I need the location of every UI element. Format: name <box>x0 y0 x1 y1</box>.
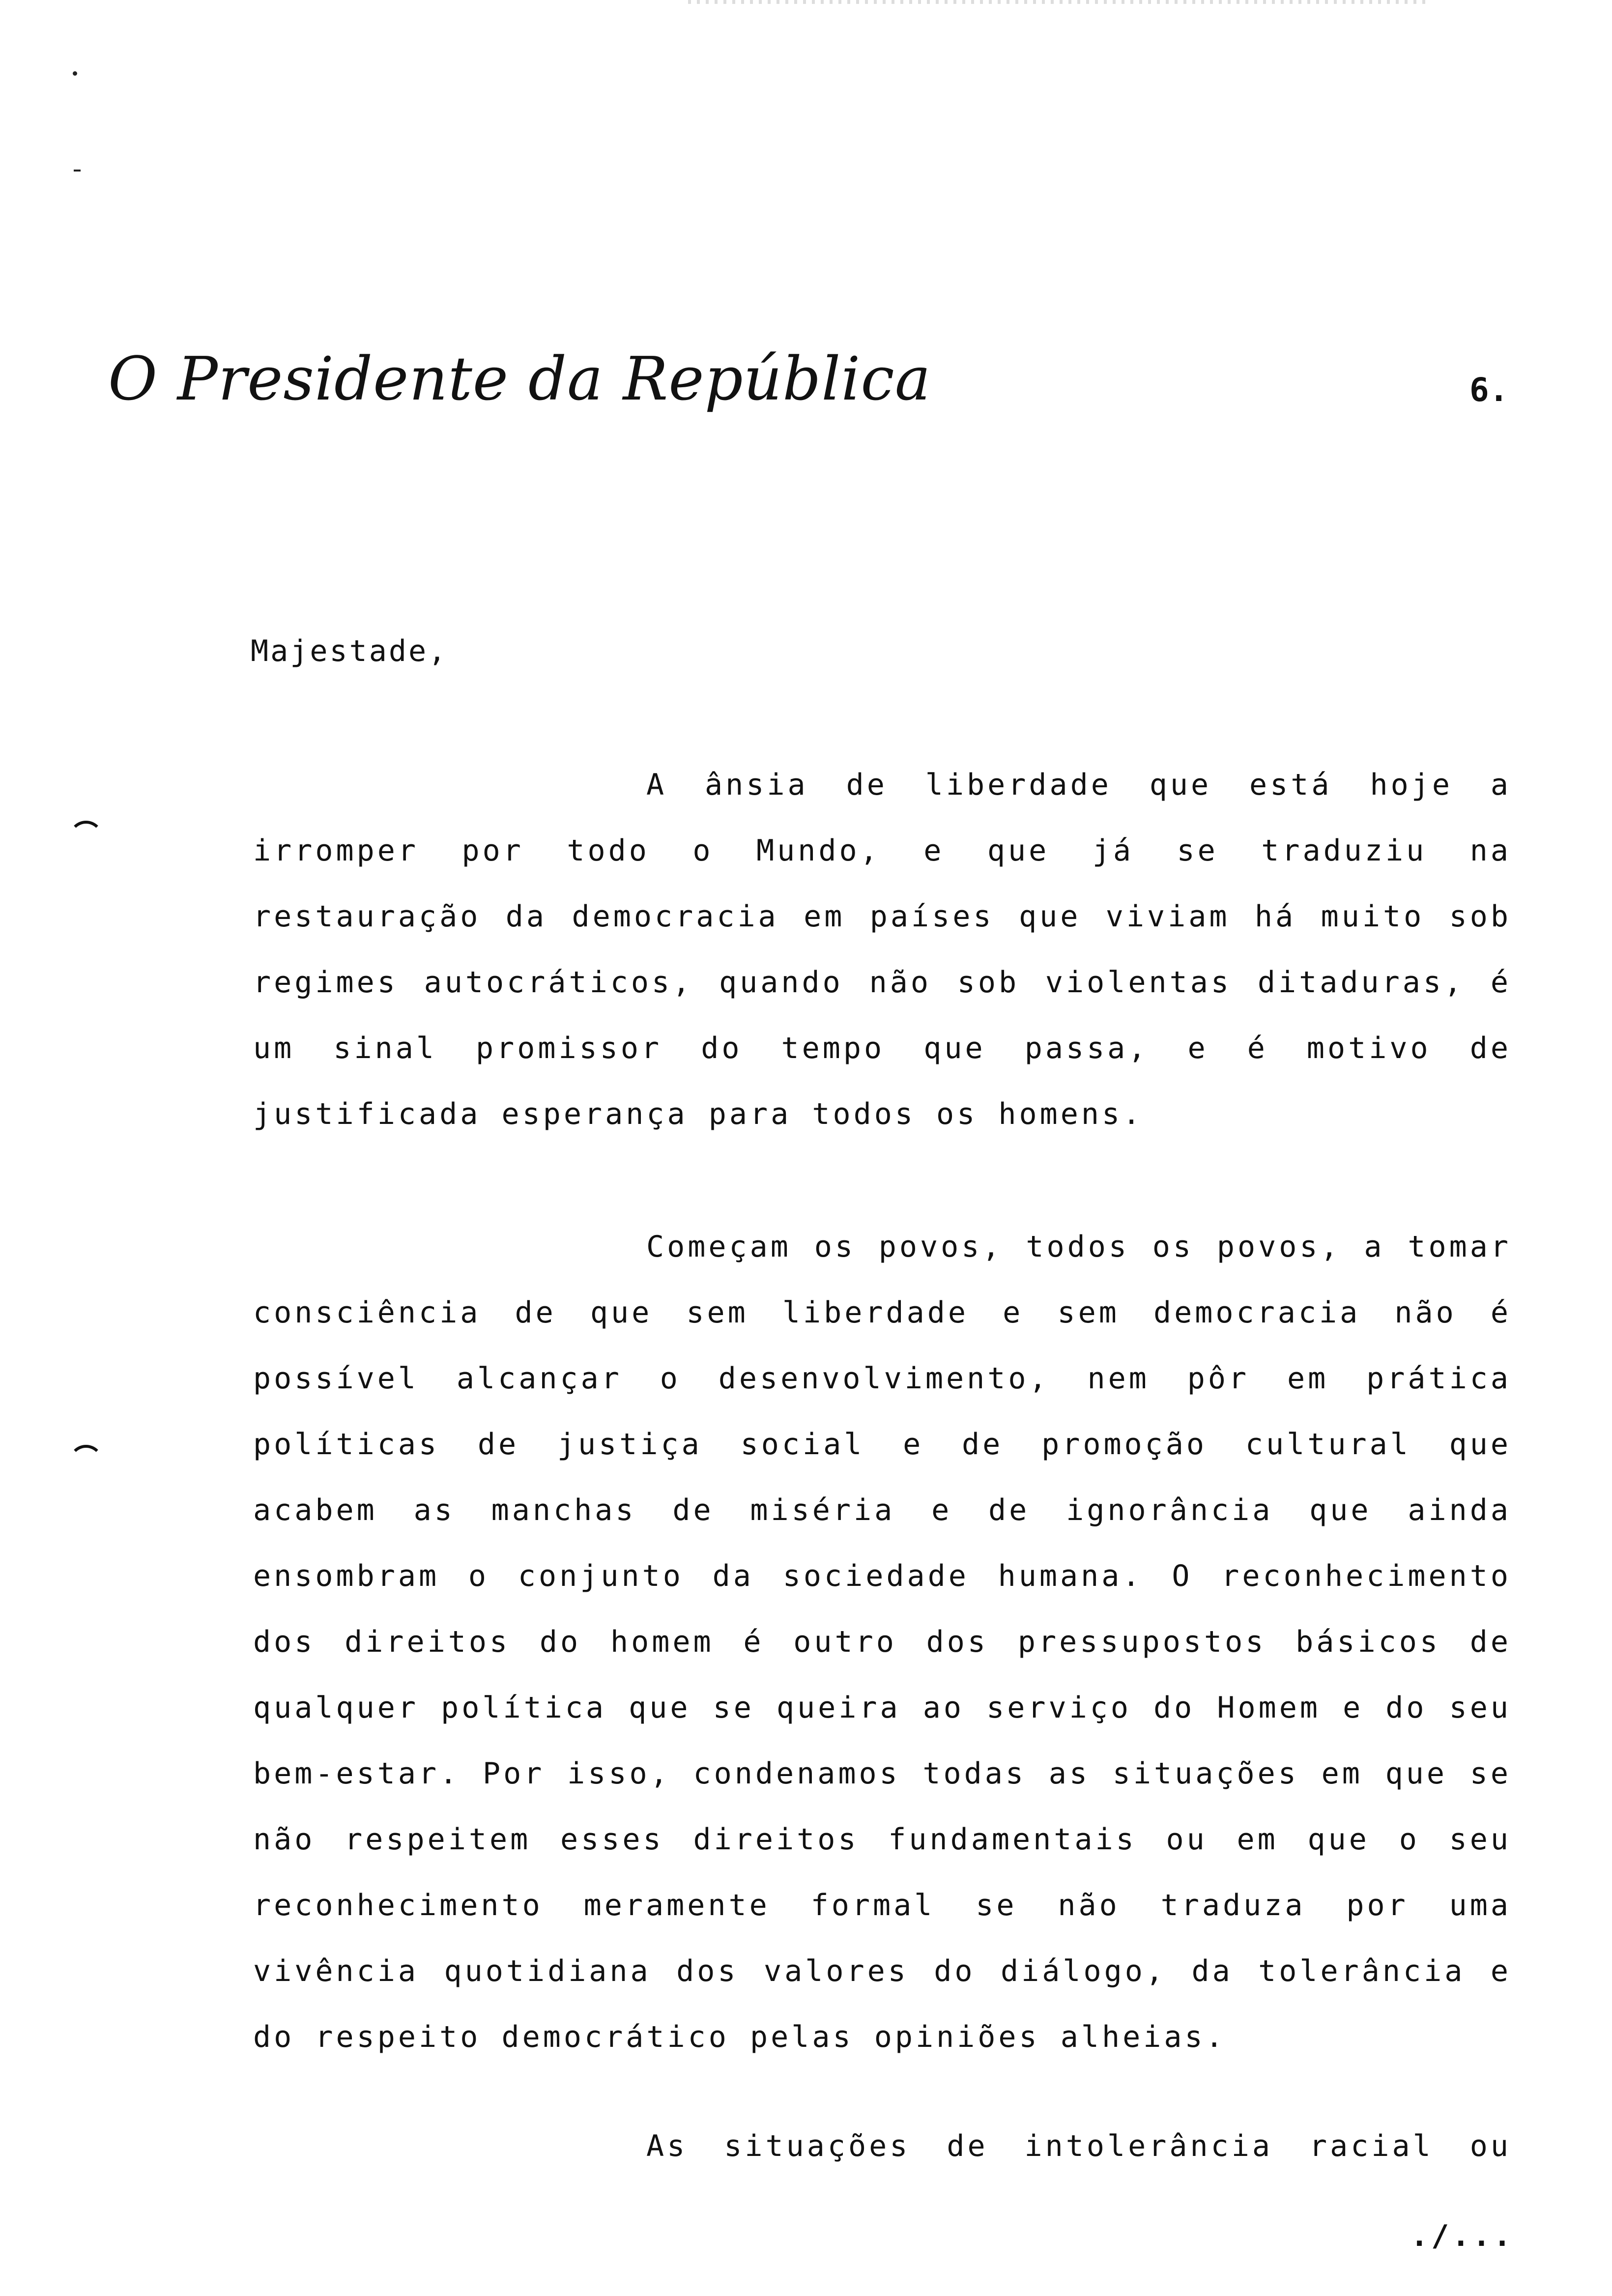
scan-edge-artifact <box>688 0 1425 4</box>
punch-hole-mark <box>69 1445 103 1479</box>
paragraph: As situações de intolerância racial ou <box>646 2129 1511 2163</box>
punch-hole-mark <box>69 821 103 855</box>
scan-speck <box>74 170 81 172</box>
letterhead: O Presidente da República <box>108 344 931 414</box>
paragraph: A ânsia de liberdade que está hoje a irromper por todo o Mundo, e que já se traduziu na restauração da democracia em países que viviam há muito sob regimes autocráticos, quando não sob violentas ditaduras, é um sinal promissor do tempo que passa, e é motivo de justificada esperança para todos os homens. <box>253 768 1511 1131</box>
scan-speck <box>73 71 77 76</box>
paragraph: Começam os povos, todos os povos, a tomar consciência de que sem liberdade e sem democracia não é possível alcançar o desenvolvimento, nem pôr em prática políticas de justiça social e de promoção cultural que acabem as manchas de miséria e de ignorância que ainda ensombram o conjunto da sociedade humana. O reconhecimento dos direitos do homem é outro dos pressupostos básicos de qualquer política que se queira ao serviço do Homem e do seu bem-estar. Por isso, condenamos todas as situações em que se não respeitem esses direitos fundamentais ou em que o seu reconhecimento meramente formal se não traduza por uma vivência quotidiana dos valores do diálogo, da tolerância e do respeito democrático pelas opiniões alheias. <box>253 1230 1511 2054</box>
page-number: 6. <box>1469 371 1509 409</box>
salutation: Majestade, <box>251 634 448 668</box>
continuation-mark: ./... <box>1410 2219 1514 2253</box>
